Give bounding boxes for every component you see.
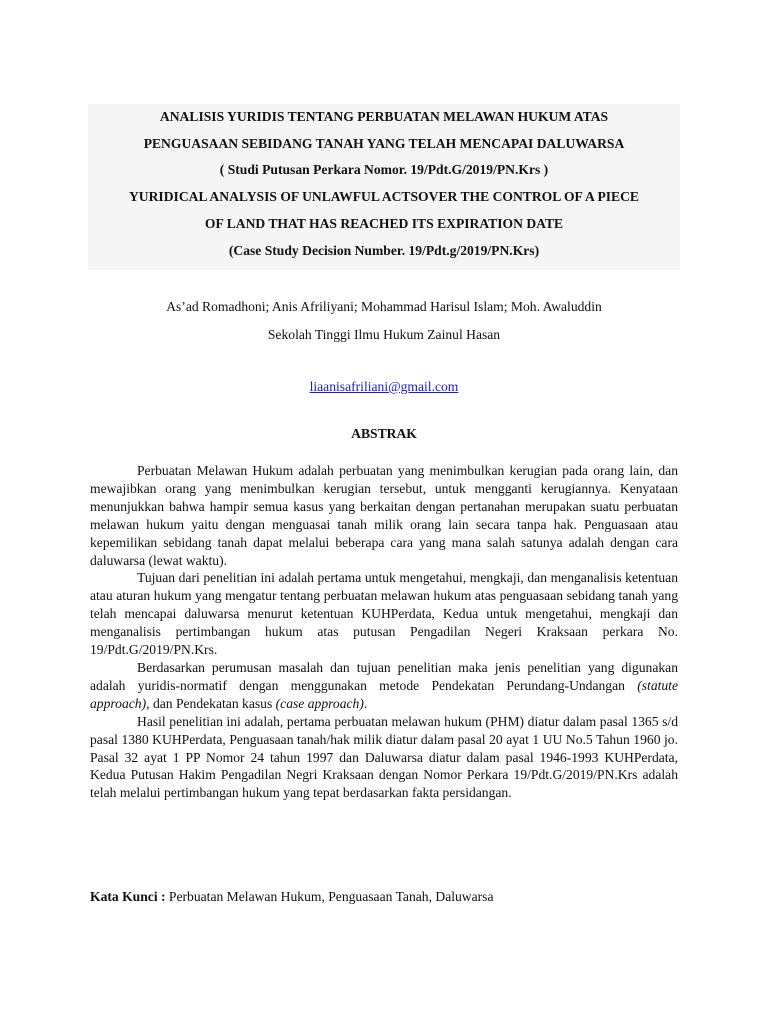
abstract-paragraph-1: Perbuatan Melawan Hukum adalah perbuatan yang menimbulkan kerugian pada orang lain, dan mewajibkan orang yang menimbulkan kerugian tersebut, untuk mengganti kerugiannya. Kenyataan menunjukkan bahwa hampir semua kasus yang berkaitan dengan pertanahan merupakan suatu perbuatan melawan hukum yaitu dengan menguasai tanah milik orang lain secara tanpa hak. Penguasaan atau kepemilikan sebidang tanah dapat melalui beberapa cara yang mana salah satunya adalah dengan cara daluwarsa (lewat waktu). — [90, 463, 678, 568]
keywords-text: Perbuatan Melawan Hukum, Penguasaan Tanah, Daluwarsa — [165, 889, 494, 904]
statute-approach-term: (statute approach) — [90, 677, 678, 711]
abstract-paragraph-4: Hasil penelitian ini adalah, pertama perbuatan melawan hukum (PHM) diatur dalam pasal 1365 s/d pasal 1380 KUHPerdata, Penguasaan tanah/hak milik diatur dalam pasal 20 ayat 1 UU No.5 Tahun 1960 jo. Pasal 32 ayat 1 PP Nomor 24 tahun 1997 dan Daluwarsa diatur dalam pasal 1946-1993 KUHPerdata, Kedua Putusan Hakim Pengadilan Negri Kraksaan dengan Nomor Perkara 19/Pdt.G/2019/PN.Krs adalah telah melalui pertimbangan hukum yang tepat berdasarkan fakta persidangan. — [90, 713, 678, 801]
title-line-6: (Case Study Decision Number. 19/Pdt.g/2019/PN.Krs) — [228, 242, 540, 258]
title-line-2: PENGUASAAN SEBIDANG TANAH YANG TELAH MENCAPAI DALUWARSA — [143, 135, 625, 151]
title-line-3: ( Studi Putusan Perkara Nomor. 19/Pdt.G/2019/PN.Krs ) — [219, 162, 549, 178]
affiliation: Sekolah Tinggi Ilmu Hukum Zainul Hasan — [267, 327, 501, 342]
abstract-body — [90, 462, 678, 802]
title-block — [88, 104, 680, 270]
title-line-5: OF LAND THAT HAS REACHED ITS EXPIRATION DATE — [204, 215, 564, 231]
keywords-line — [90, 887, 678, 907]
abstract-paragraph-3 — [90, 659, 678, 713]
email-link[interactable]: liaanisafriliani@gmail.com — [309, 379, 459, 394]
abstract-paragraph-2: Tujuan dari penelitian ini adalah pertama untuk mengetahui, mengkaji, dan menganalisis ketentuan atau aturan hukum yang mengatur tentang perbuatan melawan hukum atas penguasaan sebidang tanah yang telah mencapai daluwarsa menurut ketentuan KUHPerdata, Kedua untuk mengetahui, mengkaji dan menganalisis pertimbangan hukum atas putusan Pengadilan Negeri Kraksaan perkara No. 19/Pdt.G/2019/PN.Krs. — [90, 570, 678, 658]
title-line-1: ANALISIS YURIDIS TENTANG PERBUATAN MELAWAN HUKUM ATAS — [159, 109, 609, 124]
case-approach-term: (case approach) — [275, 695, 364, 711]
abstract-p3-text-a: Berdasarkan perumusan masalah dan tujuan penelitian maka jenis penelitian yang digunakan adalah yuridis-normatif dengan menggunakan metode Pendekatan Perundang-Undangan — [90, 659, 678, 693]
abstract-p3-text-b: , dan Pendekatan kasus — [146, 695, 276, 711]
keywords-label: Kata Kunci : — [90, 889, 166, 904]
email-line — [88, 376, 680, 398]
abstract-heading: ABSTRAK — [351, 426, 417, 441]
title-line-4: YURIDICAL ANALYSIS OF UNLAWFUL ACTSOVER THE CONTROL OF A PIECE — [128, 189, 639, 205]
author-list: As’ad Romadhoni; Anis Afriliyani; Mohammad Harisul Islam; Moh. Awaluddin — [166, 299, 602, 314]
abstract-p3-text-c: . — [363, 695, 368, 711]
